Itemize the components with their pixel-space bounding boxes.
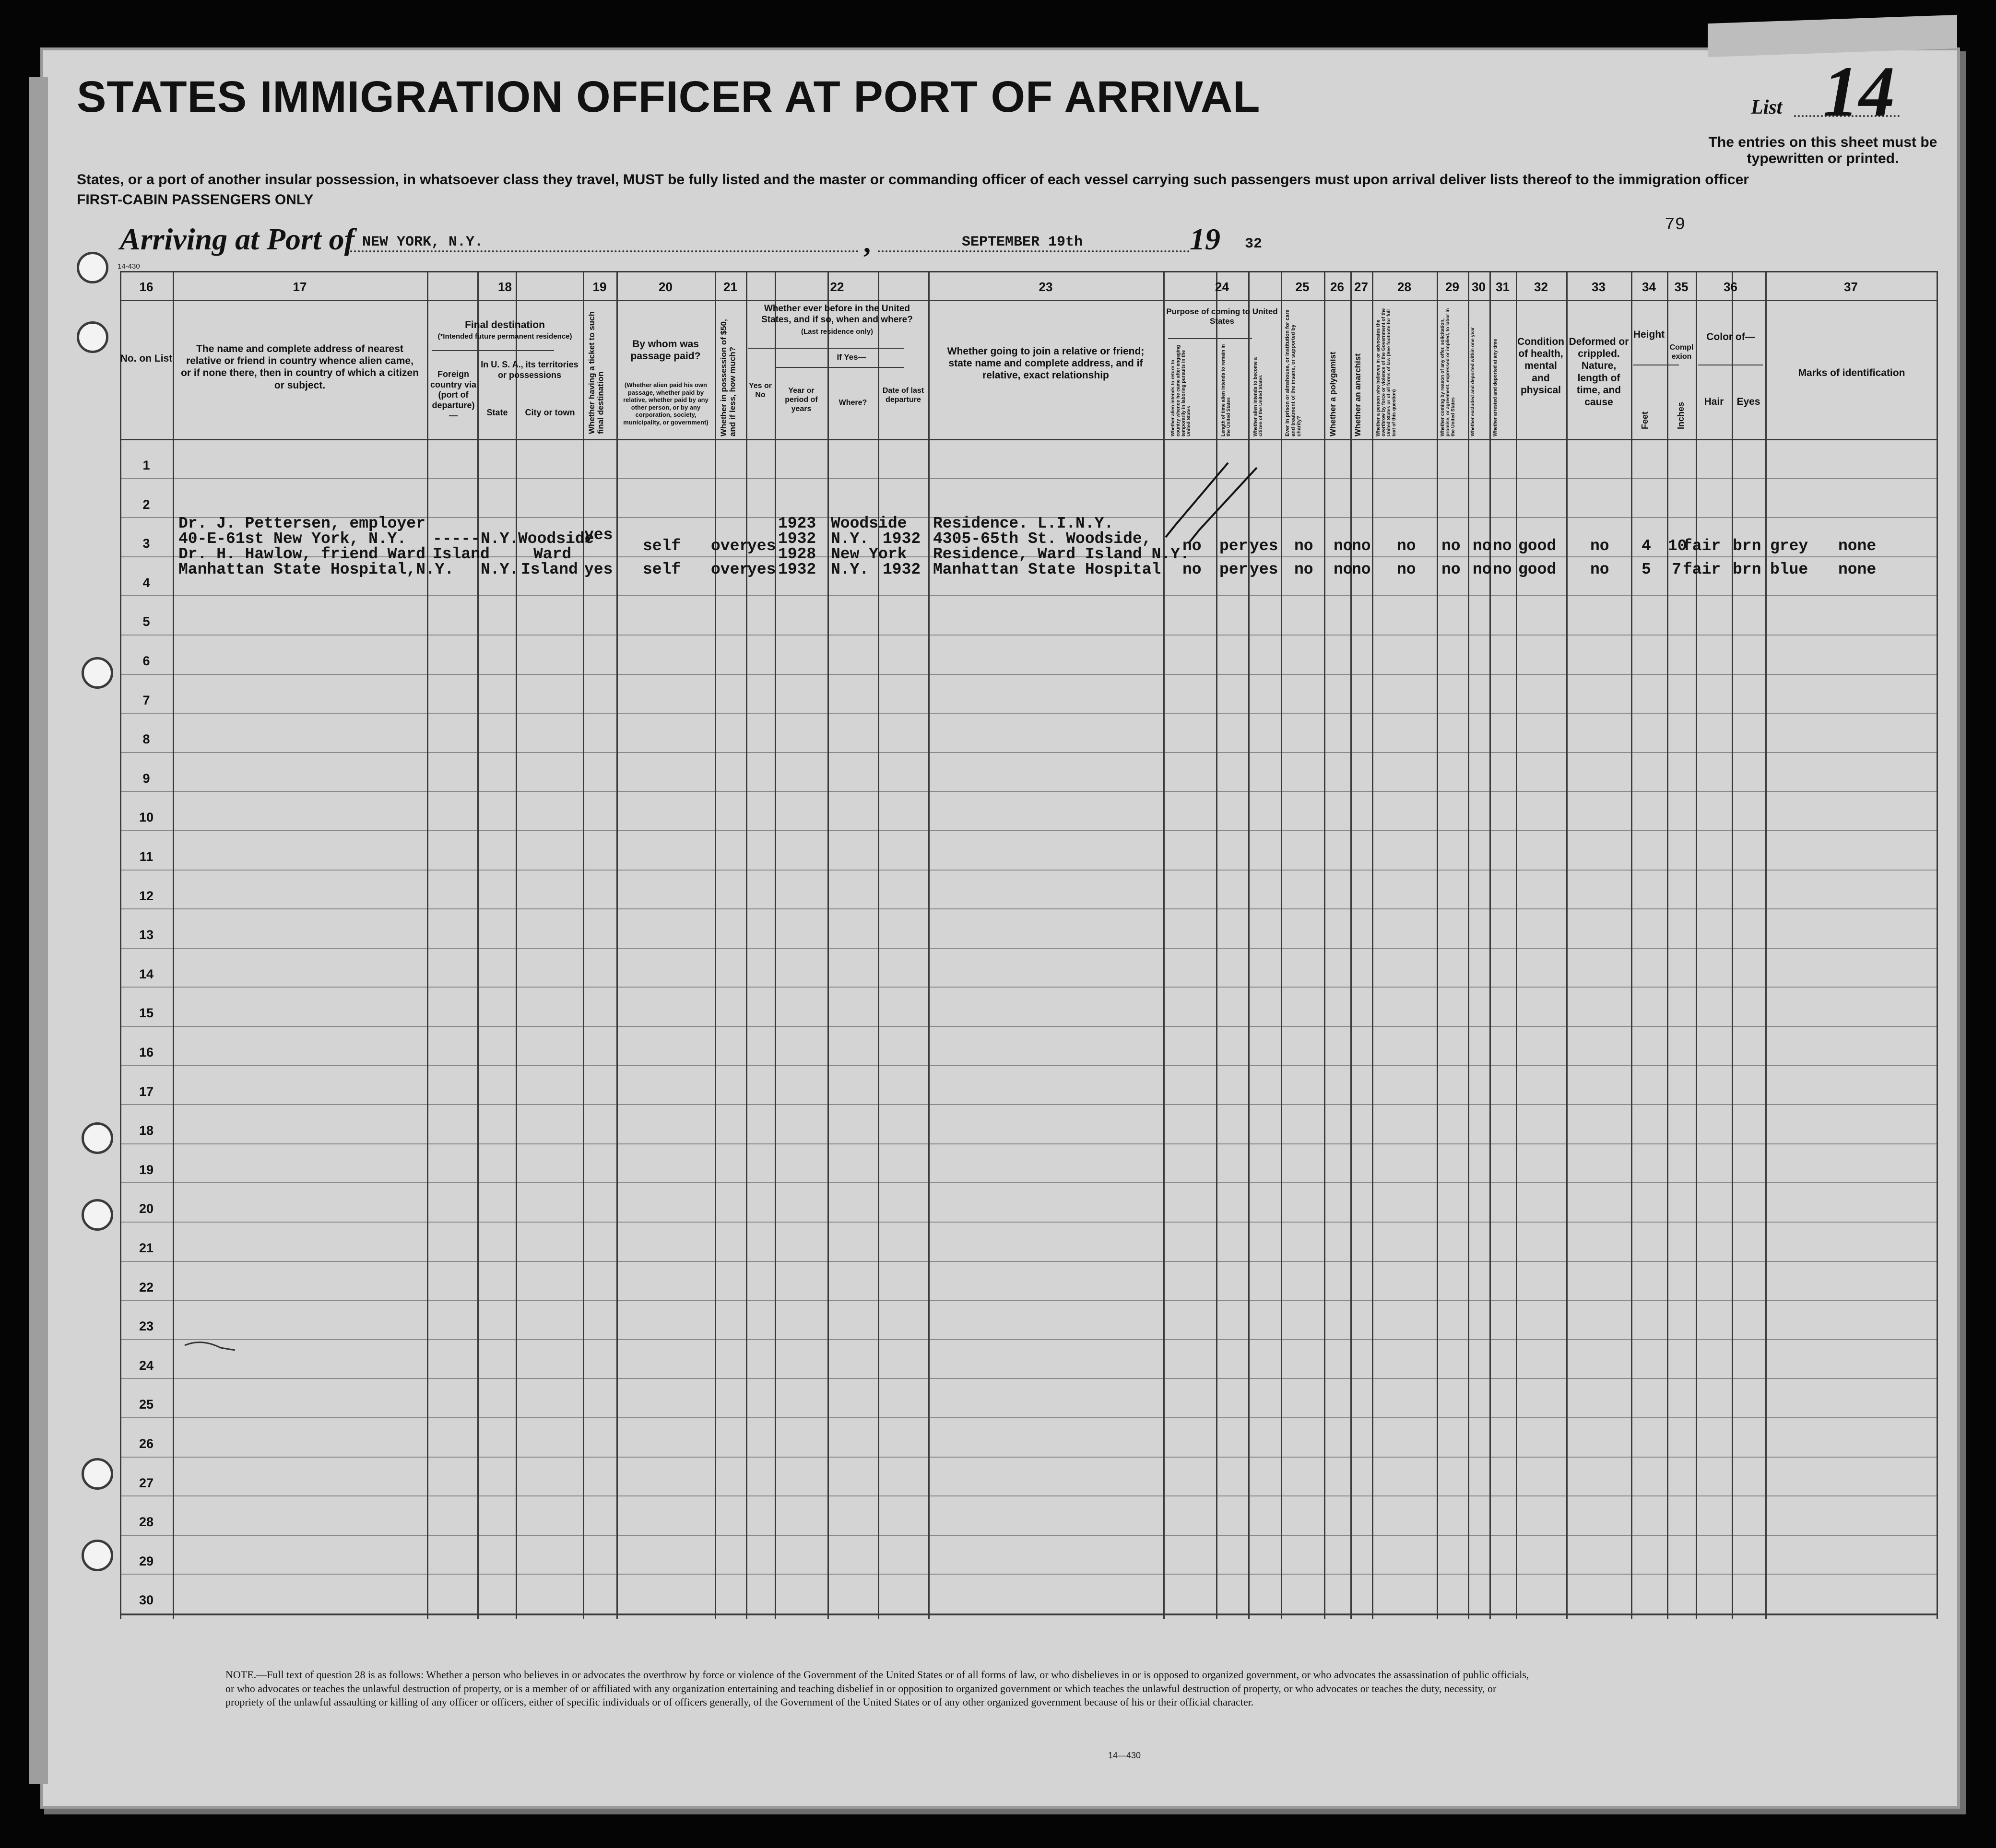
entry1-ticket: yes [584,526,613,544]
row-number: 10 [139,810,154,825]
entry1-overthrow: no [1397,537,1416,555]
header-where: Where? [839,399,867,407]
entry1-citizen: yes [1250,537,1278,555]
header-height: Height [1633,329,1665,340]
row-number: 17 [139,1084,154,1099]
entry2-offer: no [1441,561,1461,578]
entry2-passage-paid: self [643,561,681,578]
header-number-line [120,300,1938,301]
col-number: 33 [1592,280,1606,294]
row-line [120,987,1938,988]
entry2-health: good [1518,561,1557,578]
entry2-last-departure: 1932 [883,561,921,578]
row-line [120,713,1938,714]
header-money: Whether in possession of $50, and if less, how much? [719,319,737,436]
entry2-length-stay: per [1219,561,1248,578]
header-in-usa: In U. S. A., its territories or possessions [481,360,579,380]
date-value: SEPTEMBER 19th [962,234,1083,250]
cabin-class-label: FIRST-CABIN PASSENGERS ONLY [77,192,314,208]
pen-stray-mark [182,1336,240,1355]
header-destination: Final destination [465,319,545,330]
date-underline [878,250,1190,254]
table-bottom-border [120,1614,1938,1615]
entry2-complexion: fair [1683,561,1721,578]
col-line [928,271,930,1619]
entry2-join-line2: Manhattan State Hospital [933,561,1161,578]
row-number: 18 [139,1123,154,1138]
row-number: 5 [142,614,150,629]
col-number: 37 [1844,280,1858,294]
binder-hole [82,1199,113,1231]
header-destination-note: (*Intended future permanent residence) [437,332,572,341]
binder-hole [82,657,113,689]
row-number: 13 [139,928,154,942]
table-top-border [120,271,1938,272]
header-passage-note: (Whether alien paid his own passage, whether paid by relative, whether paid by any other person, or by any corporation, society, municipality, or government) [623,381,709,426]
entry1-hair: brn [1733,537,1761,555]
row-number: 6 [142,654,150,668]
header-join-relative: Whether going to join a relative or friend; state name and complete address, and if relative, exact relationship [947,346,1145,381]
header-purpose-return: Whether alien intends to return to country whence he came after engaging temporarily in laboring pursuits in the United States [1170,345,1192,436]
year-suffix: 32 [1245,236,1263,252]
entry1-health: good [1518,537,1557,555]
row-number: 1 [142,458,150,472]
col-number: 25 [1295,280,1310,294]
row-number: 23 [139,1319,154,1334]
entry1-foreign-country: ----- [433,530,481,548]
entry1-where-line1: Woodside [831,515,907,532]
col-number: 20 [659,280,673,294]
col-line [1566,271,1568,1619]
row-line [120,595,1938,596]
row-number: 7 [142,693,150,707]
entry1-purpose-return: no [1182,537,1202,555]
col-line [173,271,174,1619]
binder-hole [82,1458,113,1490]
col-line [1937,271,1938,1619]
row-number: 28 [139,1515,154,1530]
header-eyes: Eyes [1736,396,1760,407]
entry2-relative-line1: Dr. H. Hawlow, friend Ward [178,545,425,563]
binder-hole [82,1122,113,1154]
col-number: 16 [139,280,154,294]
row-line [120,1104,1938,1105]
header-no-on-list: No. on List [120,353,173,364]
col-number: 24 [1215,280,1229,294]
header-bottom-line [120,439,1938,440]
col-line [1437,271,1438,1619]
row-line [120,948,1938,949]
col-line [120,271,121,1619]
header-ticket: Whether having a ticket to such final destination [587,311,605,434]
col-number: 32 [1534,280,1548,294]
row-line [120,478,1938,479]
entry1-deformed: no [1590,537,1609,555]
row-number: 21 [139,1241,154,1255]
header-health: Condition of health, mental and physical [1517,336,1564,396]
binder-hole [82,1540,113,1571]
col-line [1324,271,1325,1619]
header-inches: Inches [1676,401,1686,429]
col-line [616,271,618,1619]
row-line [120,1378,1938,1379]
entry2-where-line1: New York [831,545,907,563]
header-arrested: Whether arrested and deported at any time [1493,339,1498,436]
prior-subline-2 [775,367,904,368]
row-line [120,1026,1938,1027]
entry1-inches: 10 [1668,537,1687,555]
header-offer: Whether coming by reason of any offer, solicitation, promise, or agreement, expressed or implied, to labor in the United States [1440,308,1456,436]
entry1-offer: no [1441,537,1461,555]
header-anarchist: Whether an anarchist [1353,353,1362,436]
col-number: 19 [592,280,607,294]
footer-code: 14—430 [1108,1751,1141,1760]
entry2-eyes: blue [1770,561,1808,578]
entry1-join-line2: 4305-65th St. Woodside, [933,530,1152,548]
row-number: 14 [139,966,154,981]
typewritten-note: The entries on this sheet must be typewritten or printed. [1708,134,1937,166]
entry1-years-line2: 1932 [778,530,816,548]
header-prior-note: (Last residence only) [801,328,874,336]
entry1-city: Woodside [518,530,594,548]
col-number: 17 [293,280,307,294]
header-hair: Hair [1704,396,1724,407]
row-number: 29 [139,1554,154,1568]
col-number: 35 [1674,280,1689,294]
header-length-stay: Length of time alien intends to remain in the United States [1221,344,1231,436]
col-line [775,271,776,1619]
entry2-before-us: yes [747,561,776,578]
entry2-anarchist: no [1352,561,1371,578]
entry1-passage-paid: self [643,537,681,555]
header-prison: Ever in prison or almshouse, or institution for care and treatment of the insane, or supported by charity? [1285,309,1302,436]
row-line [120,1574,1938,1575]
entry1-relative-line2: 40-E-61st New York, N.Y. [178,530,407,548]
col-number: 28 [1397,280,1411,294]
row-line [120,752,1938,753]
entry2-arrested: no [1493,561,1512,578]
row-number: 3 [142,536,150,551]
header-excluded: Whether excluded and deported within one year [1470,327,1476,436]
header-complexion: Complexion [1669,343,1694,361]
col-number: 31 [1496,280,1510,294]
entry2-money: over [711,561,749,578]
row-line [120,1222,1938,1223]
row-line [120,1495,1938,1496]
entry2-years-line2: 1932 [778,561,816,578]
col-number: 21 [723,280,737,294]
entry2-ticket: yes [584,561,613,578]
header-feet: Feet [1640,411,1650,429]
entry1-join-line1: Residence. L.I.N.Y. [933,515,1114,532]
port-value: NEW YORK, N.Y. [362,234,484,250]
header-marks: Marks of identification [1798,367,1905,378]
row-line [120,1065,1938,1066]
entry2-foreign-country: Island [433,545,490,563]
entry1-state: N.Y. [481,530,519,548]
row-number: 9 [142,771,150,786]
col-number: 18 [498,280,512,294]
entry1-arrested: no [1493,537,1512,555]
col-line [878,271,879,1619]
arriving-label: Arriving at Port of [120,222,354,256]
purpose-subline [1168,338,1252,339]
row-number: 2 [142,497,150,512]
entry2-overthrow: no [1397,561,1416,578]
entry1-money: over [711,537,749,555]
header-relative: The name and complete address of nearest relative or friend in country whence alien came, or if none there, then in country of which a citizen or subject. [181,343,419,391]
row-number: 22 [139,1280,154,1295]
col-line [715,271,716,1619]
pen-check-marks [1146,453,1290,549]
manifest-table [120,271,1938,1619]
entry2-relative-line2: Manhattan State Hospital,N.Y. [178,561,454,578]
row-line [120,870,1938,871]
entry1-relative-line1: Dr. J. Pettersen, employer [178,515,425,532]
header-polygamist: Whether a polygamist [1328,352,1337,436]
row-line [120,1182,1938,1183]
binder-hole [77,321,108,353]
entry2-prison: no [1294,561,1313,578]
col-line [1765,271,1767,1619]
row-line [120,830,1938,831]
entry2-city-line1: Ward [533,545,572,563]
row-number: 26 [139,1436,154,1451]
row-line [120,1535,1938,1536]
year-prefix: 19 [1190,222,1220,256]
entry1-last-departure: 1932 [883,530,921,548]
header-passage-paid: By whom was passage paid? [630,339,701,362]
form-instructions: States, or a port of another insular possession, in whatsoever class they travel, MUST be fully listed and the master or commanding officer of each vessel carrying such passengers must upon arrival deliver lists thereof to the immigration officer [77,172,1749,188]
entry1-marks: none [1838,537,1877,555]
row-line [120,1613,1938,1614]
list-label: List [1751,96,1783,118]
entry2-inches: 7 [1672,561,1681,578]
footnote: NOTE.—Full text of question 28 is as follows: Whether a person who believes in or advocates the overthrow by force or violence of the Government of the United States or of all forms of law, or who disbelieves in or is opposed to organized government, or who advocates the assassination of public officials, or who advocates or teaches the unlawful destruction of property, or is a member of or affiliated with any organization entertaining and teaching disbelief in or opposition to organized government or which teaches the unlawful destruction of property, or who advocates or teaches the duty, necessity, or propriety of the unlawful assaulting or killing of any officer or officers, either of specific individuals or of officers generally, of the Government of the United States or of any other organized government because of his or their official character. [225,1669,1529,1708]
binder-hole [77,252,108,283]
header-city: City or town [525,408,575,417]
row-number: 8 [142,732,150,747]
entry1-years-line1: 1923 [778,515,816,532]
col-line [1631,271,1632,1619]
header-yes-no: Yes or No [748,382,772,400]
header-year: Year or period of years [785,387,818,413]
row-number: 19 [139,1162,154,1177]
entry2-join-line1: Residence, Ward Island N.Y. [933,545,1190,563]
entry2-feet: 5 [1642,561,1651,578]
col-number: 23 [1039,280,1053,294]
row-line [120,1339,1938,1340]
entry2-deformed: no [1590,561,1609,578]
entry1-prison: no [1294,537,1313,555]
col-line [1372,271,1373,1619]
row-number: 25 [139,1397,154,1412]
row-number: 4 [142,575,150,590]
row-number: 11 [139,849,154,864]
row-line [120,1417,1938,1418]
header-last-departure: Date of last departure [882,387,924,404]
sheet-number: 79 [1665,215,1686,235]
col-number: 30 [1472,280,1486,294]
entry2-marks: none [1838,561,1877,578]
col-line [583,271,584,1619]
entry2-city: Island [521,561,578,578]
row-line [120,674,1938,675]
row-line [120,791,1938,792]
header-if-yes: If Yes— [837,353,866,362]
col-number: 34 [1642,280,1656,294]
row-line [120,1457,1938,1458]
row-number: 27 [139,1475,154,1490]
dest-subline [432,350,554,351]
form-code: 14-430 [118,262,140,271]
row-number: 20 [139,1201,154,1216]
prior-subline [748,348,904,349]
entry1-anarchist: no [1352,537,1371,555]
entry2-where-line2: N.Y. [831,561,869,578]
row-number: 16 [139,1045,154,1059]
col-line [1468,271,1469,1619]
entry2-polygamist: no [1334,561,1353,578]
row-line [120,635,1938,636]
entry1-feet: 4 [1642,537,1651,555]
port-underline [350,250,859,254]
header-foreign-country: Foreign country via (port of departure)— [430,369,477,421]
col-number: 27 [1354,280,1368,294]
header-color: Color of— [1706,331,1755,342]
header-overthrow: Whether a person who believes in or advocates the overthrow by force or violence of the Government of the United States or of all forms of law (See footnote for full text of this question) [1376,308,1397,436]
row-line [120,908,1938,909]
col-line [1350,271,1352,1619]
col-line [1516,271,1517,1619]
col-line [1667,271,1668,1619]
row-number: 15 [139,1006,154,1021]
row-line [120,1143,1938,1144]
col-line [477,271,479,1619]
entry1-before-us: yes [747,537,776,555]
col-line [1489,271,1491,1619]
entry1-where-line2: N.Y. [831,530,869,548]
col-number: 36 [1724,280,1737,294]
entry2-hair: brn [1733,561,1761,578]
col-line [427,271,428,1619]
row-number: 12 [139,888,154,903]
entry1-complexion: fair [1683,537,1721,555]
col-line [746,271,747,1619]
entry1-excluded: no [1473,537,1492,555]
entry2-years-line1: 1928 [778,545,816,563]
entry1-eyes: grey [1770,537,1808,555]
entry2-purpose-return: no [1182,561,1202,578]
col-line [516,271,517,1619]
header-purpose: Purpose of coming to United States [1166,307,1278,326]
header-deformed: Deformed or crippled. Nature, length of time, and cause [1569,336,1629,408]
row-line [120,1300,1938,1301]
entry2-excluded: no [1473,561,1492,578]
entry2-state: N.Y. [481,561,519,578]
header-citizen: Whether alien intends to become a citizen of the United States [1253,357,1264,436]
entry1-length-stay: per [1219,537,1248,555]
comma-separator: , [863,227,871,259]
row-number: 24 [139,1358,154,1373]
form-title: STATES IMMIGRATION OFFICER AT PORT OF ARRIVAL [77,72,1261,121]
entry1-polygamist: no [1334,537,1353,555]
col-number: 26 [1330,280,1344,294]
row-line [120,1261,1938,1262]
header-state: State [486,408,508,417]
col-line [827,271,829,1619]
header-prior-visit: Whether ever before in the United States, and if so, when and where? [761,304,913,325]
col-number: 22 [830,280,844,294]
col-number: 29 [1445,280,1459,294]
binding-edge [29,77,48,1784]
row-number: 30 [139,1593,154,1608]
col-line [1696,271,1697,1619]
list-number: 14 [1823,52,1895,131]
entry2-citizen: yes [1250,561,1278,578]
col-line [1732,271,1733,1619]
